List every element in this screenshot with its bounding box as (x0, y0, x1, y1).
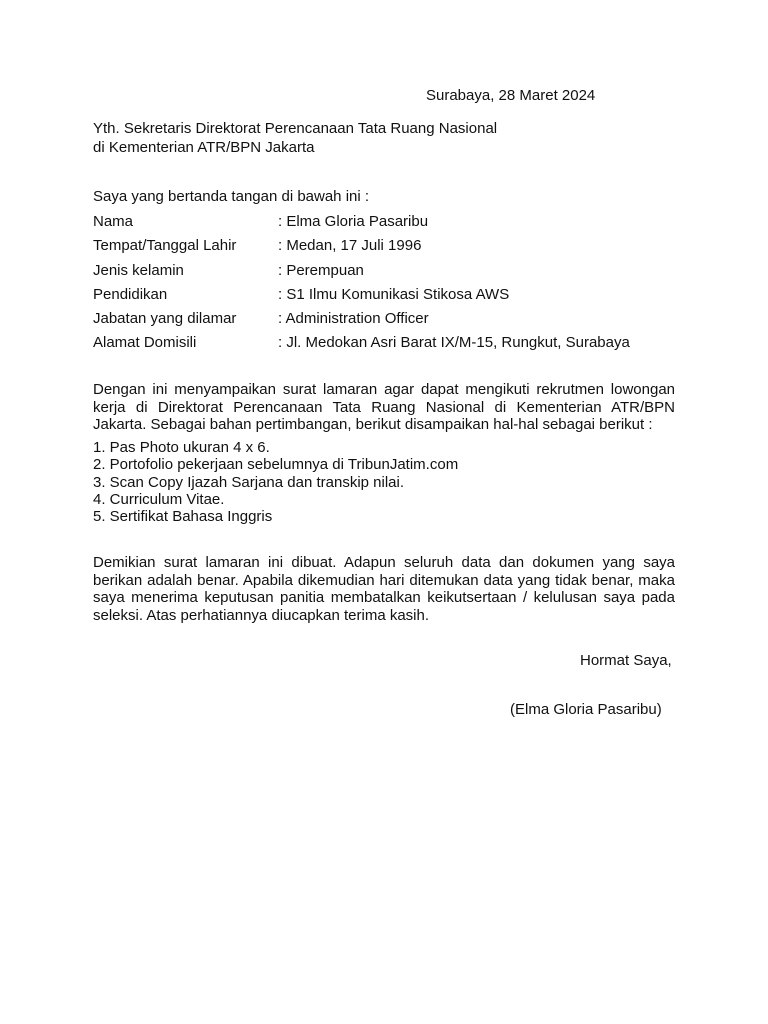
letter-date: Surabaya, 28 Maret 2024 (426, 87, 596, 104)
field-row-position (93, 310, 630, 334)
closing-paragraph: Demikian surat lamaran ini dibuat. Adapun seluruh data dan dokumen yang saya berikan adalah benar. Apabila dikemudian hari ditemukan data yang tidak benar, maka saya menerima keputusan panitia membatalkan keikutsertaan / kelulusan saya pada seleksi. Atas perhatiannya diucapkan terima kasih. (93, 554, 675, 625)
list-item: 2. Portofolio pekerjaan sebelumnya di TribunJatim.com (93, 456, 459, 474)
field-value: : Elma Gloria Pasaribu (278, 213, 429, 230)
list-item: 4. Curriculum Vitae. (93, 490, 225, 508)
field-label: Tempat/Tanggal Lahir (93, 237, 237, 255)
field-value: : Perempuan (278, 261, 364, 279)
recipient-block (93, 119, 497, 157)
field-row-education (93, 286, 630, 310)
field-value: : Administration Officer (278, 310, 429, 328)
field-label: Alamat Domisili (93, 334, 197, 352)
field-label: Nama (93, 213, 134, 230)
field-row-birth (93, 237, 630, 261)
list-item: 1. Pas Photo ukuran 4 x 6. (93, 439, 270, 456)
recipient-line-2: di Kementerian ATR/BPN Jakarta (93, 139, 315, 156)
application-paragraph: Dengan ini menyampaikan surat lamaran agar dapat mengikuti rekrutmen lowongan kerja di Direktorat Perencanaan Tata Ruang Nasional di Kementerian ATR/BPN Jakarta. Sebagai bahan pertimbangan, berikut disampaikan hal-hal sebagai berikut : (93, 381, 675, 434)
list-item: 3. Scan Copy Ijazah Sarjana dan transkip nilai. (93, 473, 405, 491)
recipient-line-1: Yth. Sekretaris Direktorat Perencanaan Tata Ruang Nasional (93, 120, 498, 137)
list-item: 5. Sertifikat Bahasa Inggris (93, 508, 273, 526)
field-row-gender (93, 262, 630, 286)
signature-name: (Elma Gloria Pasaribu) (510, 701, 662, 718)
field-value: : Medan, 17 Juli 1996 (278, 237, 422, 255)
closing-salutation: Hormat Saya, (580, 652, 672, 669)
intro-text: Saya yang bertanda tangan di bawah ini : (93, 188, 370, 205)
attachments-list (93, 439, 458, 525)
field-value: : Jl. Medokan Asri Barat IX/M-15, Rungkut, Surabaya (278, 334, 630, 352)
field-row-nama (93, 213, 630, 237)
field-row-address (93, 334, 630, 358)
field-label: Jenis kelamin (93, 261, 184, 279)
field-value: : S1 Ilmu Komunikasi Stikosa AWS (278, 285, 510, 303)
field-label: Pendidikan (93, 285, 168, 303)
applicant-fields (93, 213, 630, 359)
field-label: Jabatan yang dilamar (93, 310, 237, 328)
